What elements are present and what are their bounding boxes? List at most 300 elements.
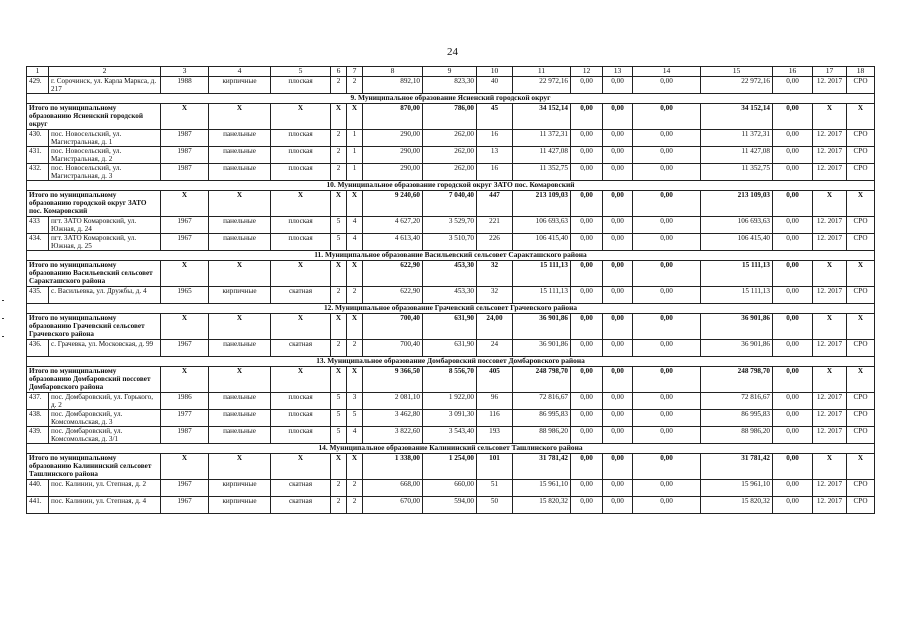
x-cell: X xyxy=(847,104,875,130)
roof-type-cell: плоская xyxy=(271,164,331,181)
residents-cell: 13 xyxy=(477,147,513,164)
owners-fund-cell: 11 372,31 xyxy=(701,130,773,147)
column-number-cell: 17 xyxy=(813,67,847,77)
x-cell: X xyxy=(209,314,271,340)
entrances-cell: 2 xyxy=(347,287,363,304)
x-cell: X xyxy=(209,454,271,480)
x-cell: X xyxy=(813,191,847,217)
floors-cell: 5 xyxy=(331,217,347,234)
address-cell: пос. Новосельский, ул. Магистральная, д. 3 xyxy=(49,164,161,181)
method-cell: СРО xyxy=(847,234,875,251)
page-number: 24 xyxy=(447,46,458,58)
fund-cell: 0,00 xyxy=(603,164,633,181)
entrances-cell: 2 xyxy=(347,497,363,514)
roof-type-cell: скатная xyxy=(271,340,331,357)
total-area-cell: 3 462,80 xyxy=(363,410,423,427)
residents-cell: 447 xyxy=(477,191,513,217)
section-heading: 11. Муниципальное образование Васильевский сельсовет Саракташского района xyxy=(27,251,875,261)
year-cell: 1987 xyxy=(161,130,209,147)
year-cell: 1988 xyxy=(161,77,209,94)
section-heading: 14. Муниципальное образование Калининский сельсовет Ташлинского района xyxy=(27,444,875,454)
deadline-cell: 12. 2017 xyxy=(813,77,847,94)
owners-fund-cell: 15 111,13 xyxy=(701,287,773,304)
total-area-cell: 700,40 xyxy=(363,314,423,340)
method-cell: СРО xyxy=(847,287,875,304)
living-area-cell: 631,90 xyxy=(423,314,477,340)
entrances-cell: 1 xyxy=(347,130,363,147)
address-cell: с. Васильевка, ул. Дружбы, д. 4 xyxy=(49,287,161,304)
living-area-cell: 1 254,00 xyxy=(423,454,477,480)
x-cell: X xyxy=(347,104,363,130)
municipality-total-row xyxy=(27,454,875,480)
floors-cell: 5 xyxy=(331,427,347,444)
address-cell: пос. Домбаровский, ул. Комсомольская, д. 3 xyxy=(49,410,161,427)
section-heading-row xyxy=(27,94,875,104)
total-cost-cell: 36 901,86 xyxy=(513,340,571,357)
wall-material-cell: кирпичные xyxy=(209,497,271,514)
living-area-cell: 594,00 xyxy=(423,497,477,514)
fund-cell: 0,00 xyxy=(633,497,701,514)
column-number-cell: 3 xyxy=(161,67,209,77)
wall-material-cell: кирпичные xyxy=(209,77,271,94)
year-cell: 1967 xyxy=(161,234,209,251)
total-area-cell: 2 081,10 xyxy=(363,393,423,410)
fund-cell: 0,00 xyxy=(603,393,633,410)
fund-cell: 0,00 xyxy=(773,480,813,497)
capital-repair-register-table xyxy=(26,66,875,514)
column-number-cell: 1 xyxy=(27,67,49,77)
fund-cell: 0,00 xyxy=(773,191,813,217)
x-cell: X xyxy=(813,314,847,340)
entrances-cell: 2 xyxy=(347,77,363,94)
fund-cell: 0,00 xyxy=(773,367,813,393)
row-number-cell: 441. xyxy=(27,497,49,514)
fund-cell: 0,00 xyxy=(773,314,813,340)
x-cell: X xyxy=(161,314,209,340)
fund-cell: 0,00 xyxy=(603,314,633,340)
fund-cell: 0,00 xyxy=(773,287,813,304)
fund-cell: 0,00 xyxy=(603,130,633,147)
municipality-total-row xyxy=(27,261,875,287)
fund-cell: 0,00 xyxy=(773,164,813,181)
x-cell: X xyxy=(161,454,209,480)
fund-cell: 0,00 xyxy=(571,147,603,164)
total-area-cell: 4 627,20 xyxy=(363,217,423,234)
wall-material-cell: панельные xyxy=(209,147,271,164)
floors-cell: 5 xyxy=(331,393,347,410)
total-area-cell: 1 338,00 xyxy=(363,454,423,480)
residents-cell: 193 xyxy=(477,427,513,444)
fund-cell: 0,00 xyxy=(603,480,633,497)
x-cell: X xyxy=(813,454,847,480)
total-area-cell: 670,00 xyxy=(363,497,423,514)
method-cell: СРО xyxy=(847,340,875,357)
total-cost-cell: 31 781,42 xyxy=(513,454,571,480)
fund-cell: 0,00 xyxy=(633,191,701,217)
fund-cell: 0,00 xyxy=(603,410,633,427)
entrances-cell: 4 xyxy=(347,217,363,234)
method-cell: СРО xyxy=(847,410,875,427)
table-body xyxy=(27,67,875,514)
fund-cell: 0,00 xyxy=(603,261,633,287)
fund-cell: 0,00 xyxy=(633,234,701,251)
row-number-cell: 437. xyxy=(27,393,49,410)
owners-fund-cell: 36 901,86 xyxy=(701,314,773,340)
total-area-cell: 9 366,50 xyxy=(363,367,423,393)
floors-cell: 2 xyxy=(331,480,347,497)
owners-fund-cell: 248 798,70 xyxy=(701,367,773,393)
total-cost-cell: 106 693,63 xyxy=(513,217,571,234)
column-number-cell: 11 xyxy=(513,67,571,77)
total-cost-cell: 248 798,70 xyxy=(513,367,571,393)
living-area-cell: 453,30 xyxy=(423,261,477,287)
deadline-cell: 12. 2017 xyxy=(813,340,847,357)
total-cost-cell: 86 995,83 xyxy=(513,410,571,427)
total-label: Итого по муниципальному образованию Грачевский сельсовет Грачевского района xyxy=(27,314,161,340)
deadline-cell: 12. 2017 xyxy=(813,427,847,444)
living-area-cell: 8 556,70 xyxy=(423,367,477,393)
owners-fund-cell: 86 995,83 xyxy=(701,410,773,427)
method-cell: СРО xyxy=(847,164,875,181)
year-cell: 1987 xyxy=(161,427,209,444)
owners-fund-cell: 34 152,14 xyxy=(701,104,773,130)
total-area-cell: 700,40 xyxy=(363,340,423,357)
wall-material-cell: панельные xyxy=(209,427,271,444)
year-cell: 1986 xyxy=(161,393,209,410)
total-area-cell: 892,10 xyxy=(363,77,423,94)
row-number-cell: 435. xyxy=(27,287,49,304)
year-cell: 1967 xyxy=(161,217,209,234)
living-area-cell: 3 529,70 xyxy=(423,217,477,234)
municipality-total-row xyxy=(27,191,875,217)
row-number-cell: 433 xyxy=(27,217,49,234)
total-area-cell: 3 822,60 xyxy=(363,427,423,444)
residents-cell: 32 xyxy=(477,261,513,287)
living-area-cell: 3 091,30 xyxy=(423,410,477,427)
row-number-cell: 438. xyxy=(27,410,49,427)
column-number-cell: 13 xyxy=(603,67,633,77)
floors-cell: 5 xyxy=(331,410,347,427)
table-row xyxy=(27,427,875,444)
fund-cell: 0,00 xyxy=(633,164,701,181)
x-cell: X xyxy=(847,367,875,393)
entrances-cell: 1 xyxy=(347,147,363,164)
residents-cell: 51 xyxy=(477,480,513,497)
section-heading: 9. Муниципальное образование Ясненский городской округ xyxy=(27,94,875,104)
roof-type-cell: плоская xyxy=(271,130,331,147)
deadline-cell: 12. 2017 xyxy=(813,147,847,164)
fund-cell: 0,00 xyxy=(633,393,701,410)
entrances-cell: 2 xyxy=(347,340,363,357)
roof-type-cell: плоская xyxy=(271,410,331,427)
fund-cell: 0,00 xyxy=(571,261,603,287)
fund-cell: 0,00 xyxy=(603,77,633,94)
owners-fund-cell: 15 961,10 xyxy=(701,480,773,497)
row-number-cell: 436. xyxy=(27,340,49,357)
living-area-cell: 262,00 xyxy=(423,147,477,164)
total-label: Итого по муниципальному образованию Домбаровский поссовет Домбаровского района xyxy=(27,367,161,393)
entrances-cell: 4 xyxy=(347,427,363,444)
owners-fund-cell: 11 352,75 xyxy=(701,164,773,181)
fund-cell: 0,00 xyxy=(571,234,603,251)
column-number-cell: 8 xyxy=(363,67,423,77)
fund-cell: 0,00 xyxy=(571,164,603,181)
floors-cell: 2 xyxy=(331,164,347,181)
living-area-cell: 823,30 xyxy=(423,77,477,94)
floors-cell: 5 xyxy=(331,234,347,251)
x-cell: X xyxy=(331,367,347,393)
total-area-cell: 9 240,60 xyxy=(363,191,423,217)
x-cell: X xyxy=(209,191,271,217)
wall-material-cell: панельные xyxy=(209,217,271,234)
residents-cell: 16 xyxy=(477,130,513,147)
x-cell: X xyxy=(331,454,347,480)
fund-cell: 0,00 xyxy=(571,497,603,514)
address-cell: пос. Новосельский, ул. Магистральная, д. 1 xyxy=(49,130,161,147)
row-number-cell: 432. xyxy=(27,164,49,181)
residents-cell: 221 xyxy=(477,217,513,234)
fund-cell: 0,00 xyxy=(571,104,603,130)
address-cell: пос. Домбаровский, ул. Горького, д. 2 xyxy=(49,393,161,410)
column-number-cell: 9 xyxy=(423,67,477,77)
year-cell: 1967 xyxy=(161,480,209,497)
total-area-cell: 622,90 xyxy=(363,287,423,304)
owners-fund-cell: 15 111,13 xyxy=(701,261,773,287)
living-area-cell: 3 543,40 xyxy=(423,427,477,444)
deadline-cell: 12. 2017 xyxy=(813,410,847,427)
fund-cell: 0,00 xyxy=(603,340,633,357)
x-cell: X xyxy=(331,314,347,340)
address-cell: пос. Домбаровский, ул. Комсомольская, д. 3/1 xyxy=(49,427,161,444)
x-cell: X xyxy=(209,261,271,287)
roof-type-cell: скатная xyxy=(271,480,331,497)
x-cell: X xyxy=(271,314,331,340)
binding-mark xyxy=(2,336,4,337)
x-cell: X xyxy=(161,104,209,130)
table-row xyxy=(27,340,875,357)
total-label: Итого по муниципальному образованию городской округ ЗАТО пос. Комаровский xyxy=(27,191,161,217)
fund-cell: 0,00 xyxy=(603,191,633,217)
residents-cell: 16 xyxy=(477,164,513,181)
column-number-cell: 6 xyxy=(331,67,347,77)
table-row xyxy=(27,130,875,147)
fund-cell: 0,00 xyxy=(633,261,701,287)
fund-cell: 0,00 xyxy=(773,130,813,147)
fund-cell: 0,00 xyxy=(603,234,633,251)
x-cell: X xyxy=(271,367,331,393)
x-cell: X xyxy=(847,454,875,480)
floors-cell: 2 xyxy=(331,287,347,304)
fund-cell: 0,00 xyxy=(571,454,603,480)
fund-cell: 0,00 xyxy=(571,410,603,427)
section-heading-row xyxy=(27,181,875,191)
x-cell: X xyxy=(347,261,363,287)
residents-cell: 40 xyxy=(477,77,513,94)
column-number-cell: 2 xyxy=(49,67,161,77)
fund-cell: 0,00 xyxy=(571,217,603,234)
fund-cell: 0,00 xyxy=(773,497,813,514)
row-number-cell: 431. xyxy=(27,147,49,164)
owners-fund-cell: 106 415,40 xyxy=(701,234,773,251)
living-area-cell: 3 510,70 xyxy=(423,234,477,251)
table-row xyxy=(27,147,875,164)
table-row xyxy=(27,393,875,410)
address-cell: пос. Новосельский, ул. Магистральная, д. 2 xyxy=(49,147,161,164)
column-number-cell: 16 xyxy=(773,67,813,77)
total-cost-cell: 213 109,03 xyxy=(513,191,571,217)
address-cell: с. Грачевка, ул. Московская, д. 99 xyxy=(49,340,161,357)
fund-cell: 0,00 xyxy=(571,480,603,497)
wall-material-cell: панельные xyxy=(209,410,271,427)
total-area-cell: 622,90 xyxy=(363,261,423,287)
roof-type-cell: скатная xyxy=(271,497,331,514)
total-cost-cell: 22 972,16 xyxy=(513,77,571,94)
row-number-cell: 429. xyxy=(27,77,49,94)
method-cell: СРО xyxy=(847,427,875,444)
fund-cell: 0,00 xyxy=(571,77,603,94)
roof-type-cell: скатная xyxy=(271,287,331,304)
x-cell: X xyxy=(331,261,347,287)
binding-mark xyxy=(2,318,4,319)
x-cell: X xyxy=(161,191,209,217)
x-cell: X xyxy=(813,367,847,393)
deadline-cell: 12. 2017 xyxy=(813,480,847,497)
fund-cell: 0,00 xyxy=(773,410,813,427)
address-cell: пгт. ЗАТО Комаровский, ул. Южная, д. 24 xyxy=(49,217,161,234)
roof-type-cell: плоская xyxy=(271,217,331,234)
total-cost-cell: 34 152,14 xyxy=(513,104,571,130)
residents-cell: 116 xyxy=(477,410,513,427)
year-cell: 1967 xyxy=(161,340,209,357)
fund-cell: 0,00 xyxy=(571,314,603,340)
owners-fund-cell: 22 972,16 xyxy=(701,77,773,94)
deadline-cell: 12. 2017 xyxy=(813,130,847,147)
deadline-cell: 12. 2017 xyxy=(813,164,847,181)
fund-cell: 0,00 xyxy=(603,454,633,480)
x-cell: X xyxy=(347,367,363,393)
table-row xyxy=(27,164,875,181)
fund-cell: 0,00 xyxy=(773,427,813,444)
owners-fund-cell: 31 781,42 xyxy=(701,454,773,480)
wall-material-cell: кирпичные xyxy=(209,287,271,304)
total-cost-cell: 11 372,31 xyxy=(513,130,571,147)
owners-fund-cell: 106 693,63 xyxy=(701,217,773,234)
owners-fund-cell: 36 901,86 xyxy=(701,340,773,357)
fund-cell: 0,00 xyxy=(603,427,633,444)
deadline-cell: 12. 2017 xyxy=(813,234,847,251)
fund-cell: 0,00 xyxy=(571,427,603,444)
wall-material-cell: кирпичные xyxy=(209,480,271,497)
year-cell: 1967 xyxy=(161,497,209,514)
fund-cell: 0,00 xyxy=(571,340,603,357)
fund-cell: 0,00 xyxy=(603,367,633,393)
column-number-header-row xyxy=(27,67,875,77)
fund-cell: 0,00 xyxy=(773,454,813,480)
section-heading-row xyxy=(27,444,875,454)
method-cell: СРО xyxy=(847,130,875,147)
total-label: Итого по муниципальному образованию Калининский сельсовет Ташлинского района xyxy=(27,454,161,480)
fund-cell: 0,00 xyxy=(633,104,701,130)
method-cell: СРО xyxy=(847,77,875,94)
fund-cell: 0,00 xyxy=(633,217,701,234)
row-number-cell: 440. xyxy=(27,480,49,497)
fund-cell: 0,00 xyxy=(603,147,633,164)
living-area-cell: 786,00 xyxy=(423,104,477,130)
living-area-cell: 262,00 xyxy=(423,164,477,181)
table-row xyxy=(27,497,875,514)
section-heading-row xyxy=(27,251,875,261)
column-number-cell: 15 xyxy=(701,67,773,77)
fund-cell: 0,00 xyxy=(633,480,701,497)
x-cell: X xyxy=(347,314,363,340)
residents-cell: 24 xyxy=(477,340,513,357)
fund-cell: 0,00 xyxy=(633,427,701,444)
total-cost-cell: 15 111,13 xyxy=(513,261,571,287)
section-heading-row xyxy=(27,357,875,367)
roof-type-cell: плоская xyxy=(271,77,331,94)
fund-cell: 0,00 xyxy=(773,261,813,287)
column-number-cell: 7 xyxy=(347,67,363,77)
year-cell: 1977 xyxy=(161,410,209,427)
wall-material-cell: панельные xyxy=(209,164,271,181)
method-cell: СРО xyxy=(847,217,875,234)
method-cell: СРО xyxy=(847,393,875,410)
floors-cell: 2 xyxy=(331,497,347,514)
fund-cell: 0,00 xyxy=(633,130,701,147)
fund-cell: 0,00 xyxy=(773,77,813,94)
table-row xyxy=(27,410,875,427)
total-cost-cell: 88 986,20 xyxy=(513,427,571,444)
fund-cell: 0,00 xyxy=(603,217,633,234)
living-area-cell: 453,30 xyxy=(423,287,477,304)
wall-material-cell: панельные xyxy=(209,340,271,357)
entrances-cell: 1 xyxy=(347,164,363,181)
owners-fund-cell: 88 986,20 xyxy=(701,427,773,444)
roof-type-cell: плоская xyxy=(271,234,331,251)
method-cell: СРО xyxy=(847,480,875,497)
residents-cell: 50 xyxy=(477,497,513,514)
x-cell: X xyxy=(271,191,331,217)
column-number-cell: 4 xyxy=(209,67,271,77)
x-cell: X xyxy=(347,454,363,480)
total-area-cell: 870,00 xyxy=(363,104,423,130)
fund-cell: 0,00 xyxy=(633,410,701,427)
row-number-cell: 430. xyxy=(27,130,49,147)
entrances-cell: 3 xyxy=(347,393,363,410)
deadline-cell: 12. 2017 xyxy=(813,497,847,514)
x-cell: X xyxy=(271,454,331,480)
column-number-cell: 12 xyxy=(571,67,603,77)
x-cell: X xyxy=(331,191,347,217)
method-cell: СРО xyxy=(847,497,875,514)
table-row xyxy=(27,234,875,251)
fund-cell: 0,00 xyxy=(773,393,813,410)
total-area-cell: 290,00 xyxy=(363,164,423,181)
fund-cell: 0,00 xyxy=(603,104,633,130)
living-area-cell: 1 922,00 xyxy=(423,393,477,410)
total-cost-cell: 15 111,13 xyxy=(513,287,571,304)
entrances-cell: 4 xyxy=(347,234,363,251)
residents-cell: 45 xyxy=(477,104,513,130)
total-area-cell: 290,00 xyxy=(363,130,423,147)
wall-material-cell: панельные xyxy=(209,393,271,410)
floors-cell: 2 xyxy=(331,147,347,164)
x-cell: X xyxy=(331,104,347,130)
method-cell: СРО xyxy=(847,147,875,164)
living-area-cell: 631,90 xyxy=(423,340,477,357)
fund-cell: 0,00 xyxy=(773,147,813,164)
fund-cell: 0,00 xyxy=(633,314,701,340)
